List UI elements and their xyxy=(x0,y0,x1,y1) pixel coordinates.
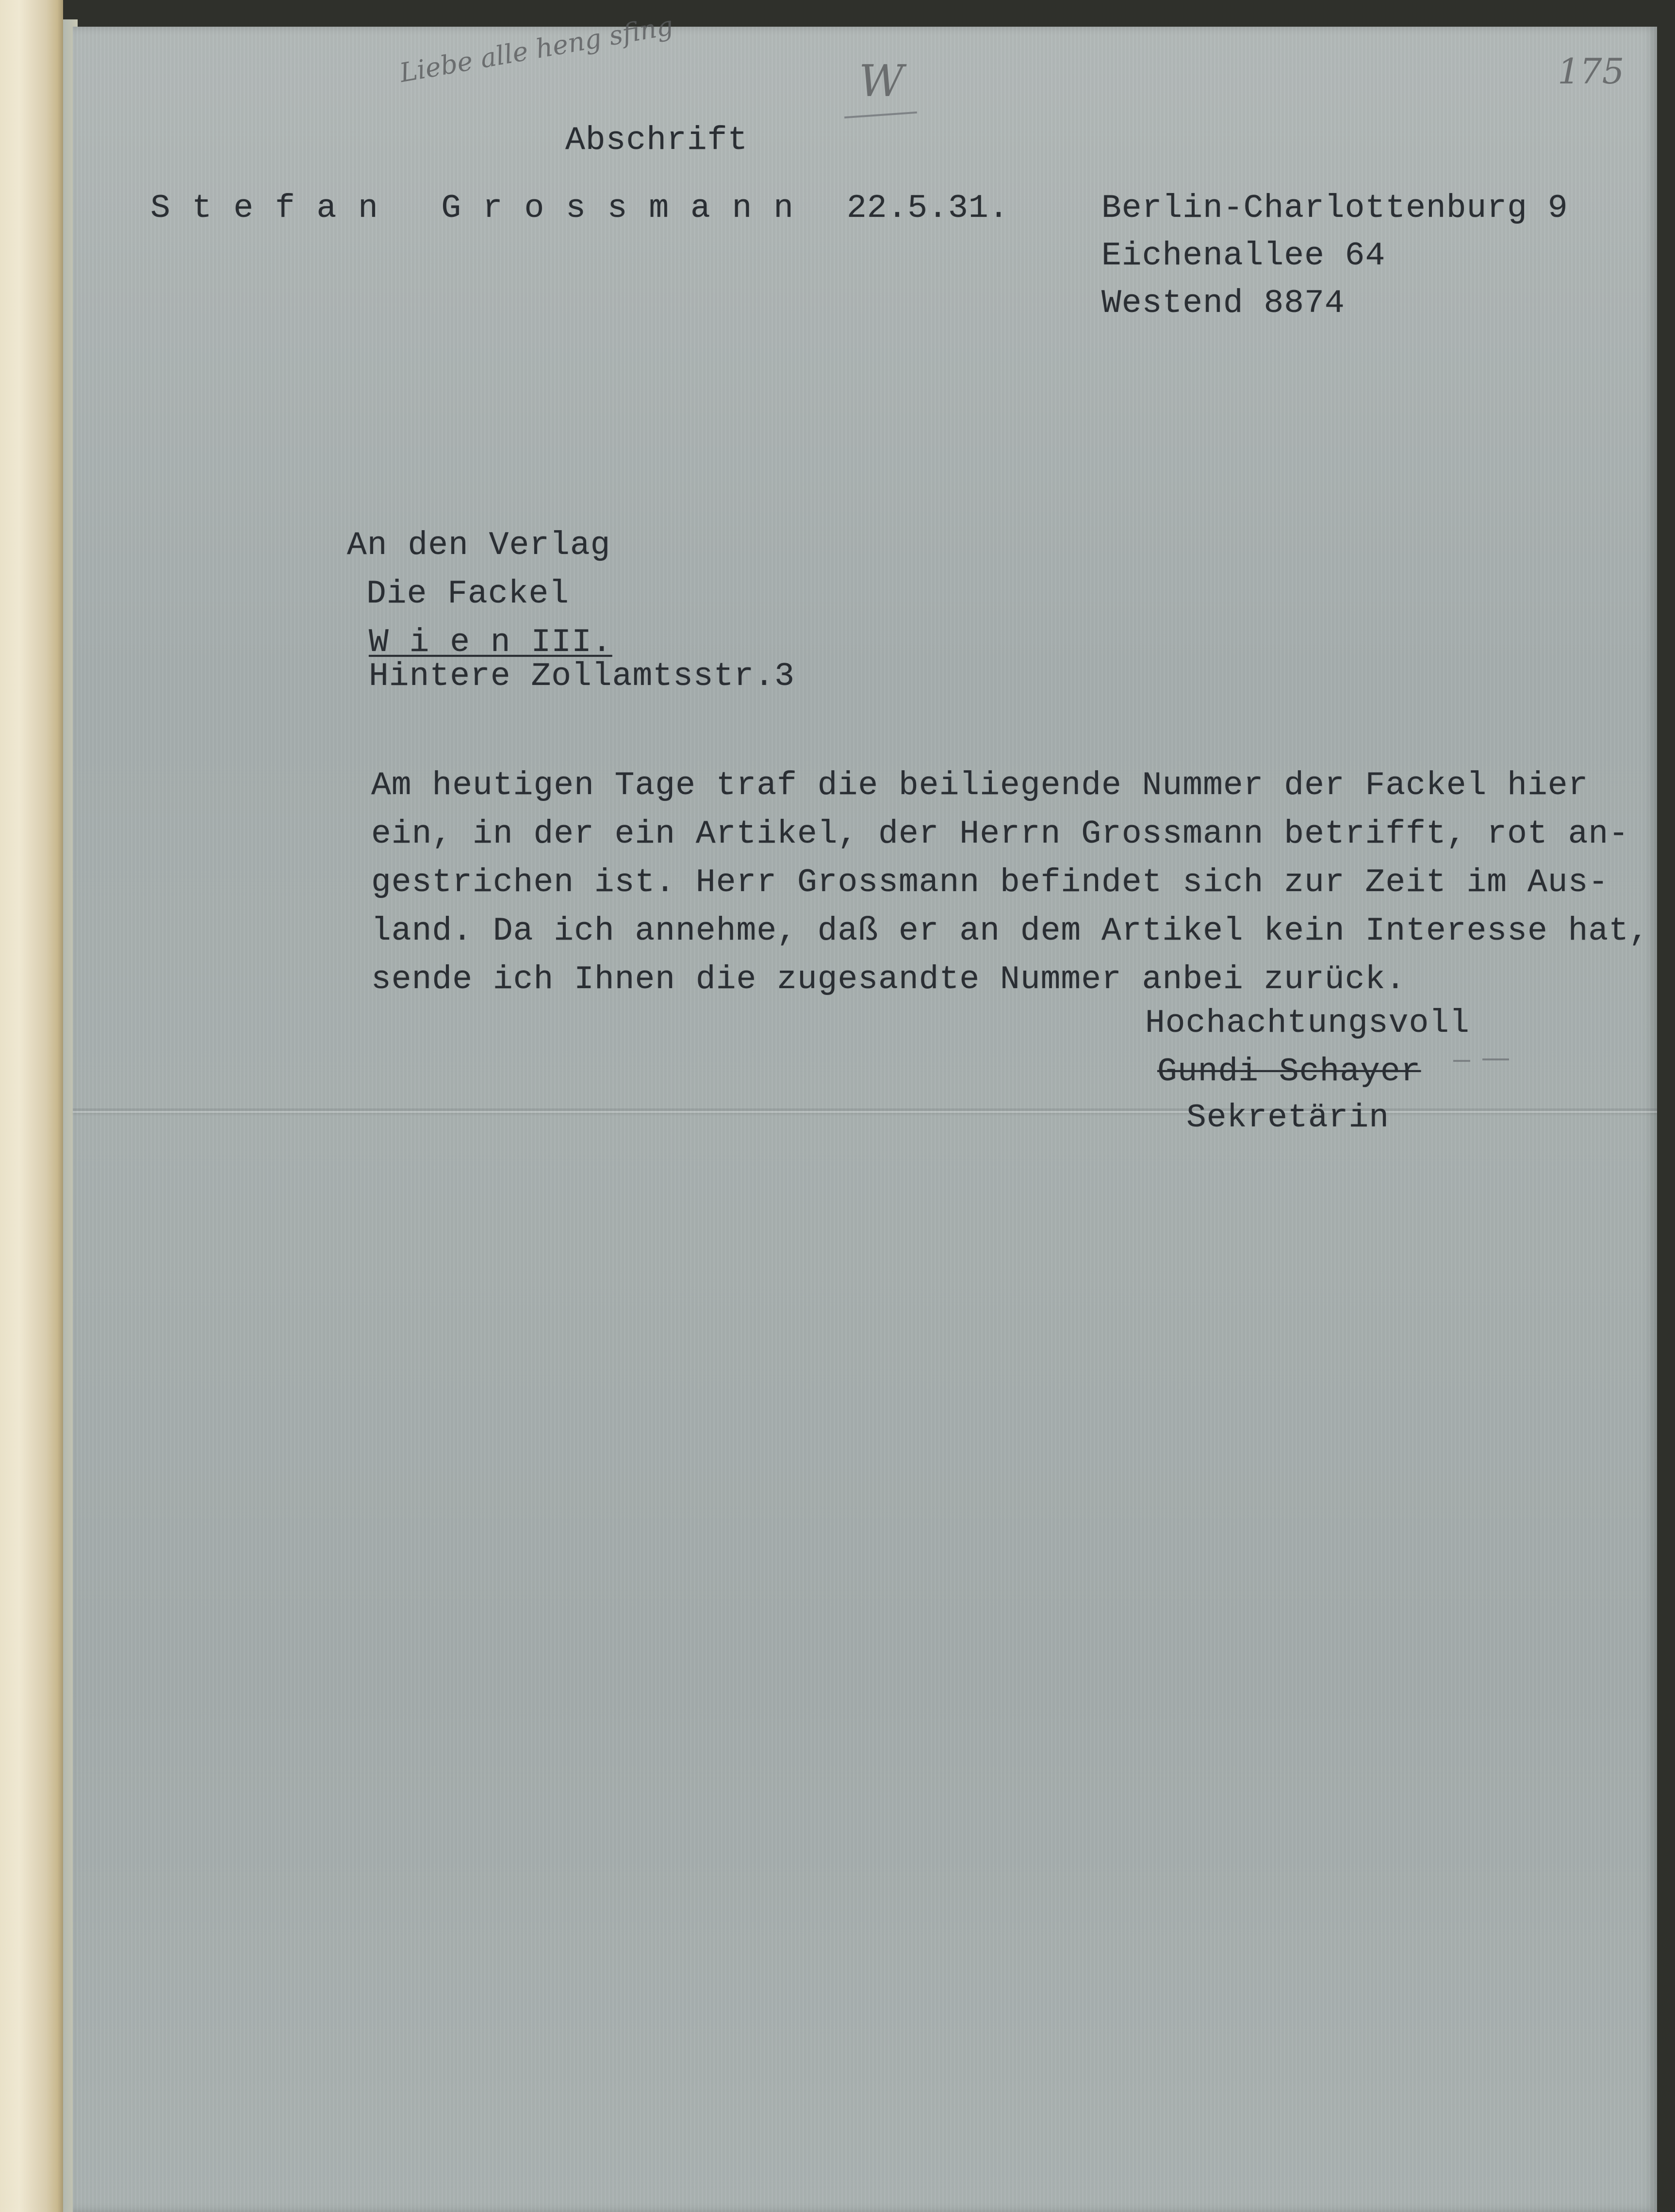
recipient-city: W i e n III. xyxy=(369,624,612,661)
book-binding-edge xyxy=(0,0,63,2212)
paper-fold-line xyxy=(73,1111,1657,1113)
body-line-4: land. Da ich annehme, daß er an dem Artikel kein Interesse hat, xyxy=(371,912,1649,950)
pencil-mark-top-center: W xyxy=(859,56,904,107)
sender-address-line-2: Eichenallee 64 xyxy=(1101,237,1386,275)
body-line-3: gestrichen ist. Herr Grossmann befindet sich zur Zeit im Aus- xyxy=(371,864,1609,901)
signature-title: Sekretärin xyxy=(1186,1099,1390,1137)
body-line-1: Am heutigen Tage traf die beiliegende Nummer der Fackel hier xyxy=(371,767,1589,804)
recipient-line-1: An den Verlag xyxy=(347,527,611,564)
sender-address-line-3: Westend 8874 xyxy=(1101,285,1345,322)
body-line-2: ein, in der ein Artikel, der Herrn Grossmann betrifft, rot an- xyxy=(371,815,1629,853)
recipient-street: Hintere Zollamtsstr.3 xyxy=(369,658,795,695)
typed-dash-mark xyxy=(1453,1060,1470,1062)
pencil-note-top-left: Liebe alle heng sfing xyxy=(397,10,676,89)
sender-name: S t e f a n G r o s s m a n n xyxy=(150,190,795,227)
letter-date: 22.5.31. xyxy=(847,190,1009,227)
letter-sheet xyxy=(73,27,1657,2212)
signature-name: Gundi Schayer xyxy=(1157,1053,1421,1090)
recipient-line-2: Die Fackel xyxy=(366,575,570,613)
closing-salutation: Hochachtungsvoll xyxy=(1145,1005,1470,1042)
folio-number: 175 xyxy=(1558,51,1625,92)
document-heading: Abschrift xyxy=(565,122,748,159)
body-line-5: sende ich Ihnen die zugesandte Nummer anbei zurück. xyxy=(371,961,1406,998)
sender-address-line-1: Berlin-Charlottenburg 9 xyxy=(1101,190,1568,227)
typed-dash-mark xyxy=(1482,1058,1509,1060)
